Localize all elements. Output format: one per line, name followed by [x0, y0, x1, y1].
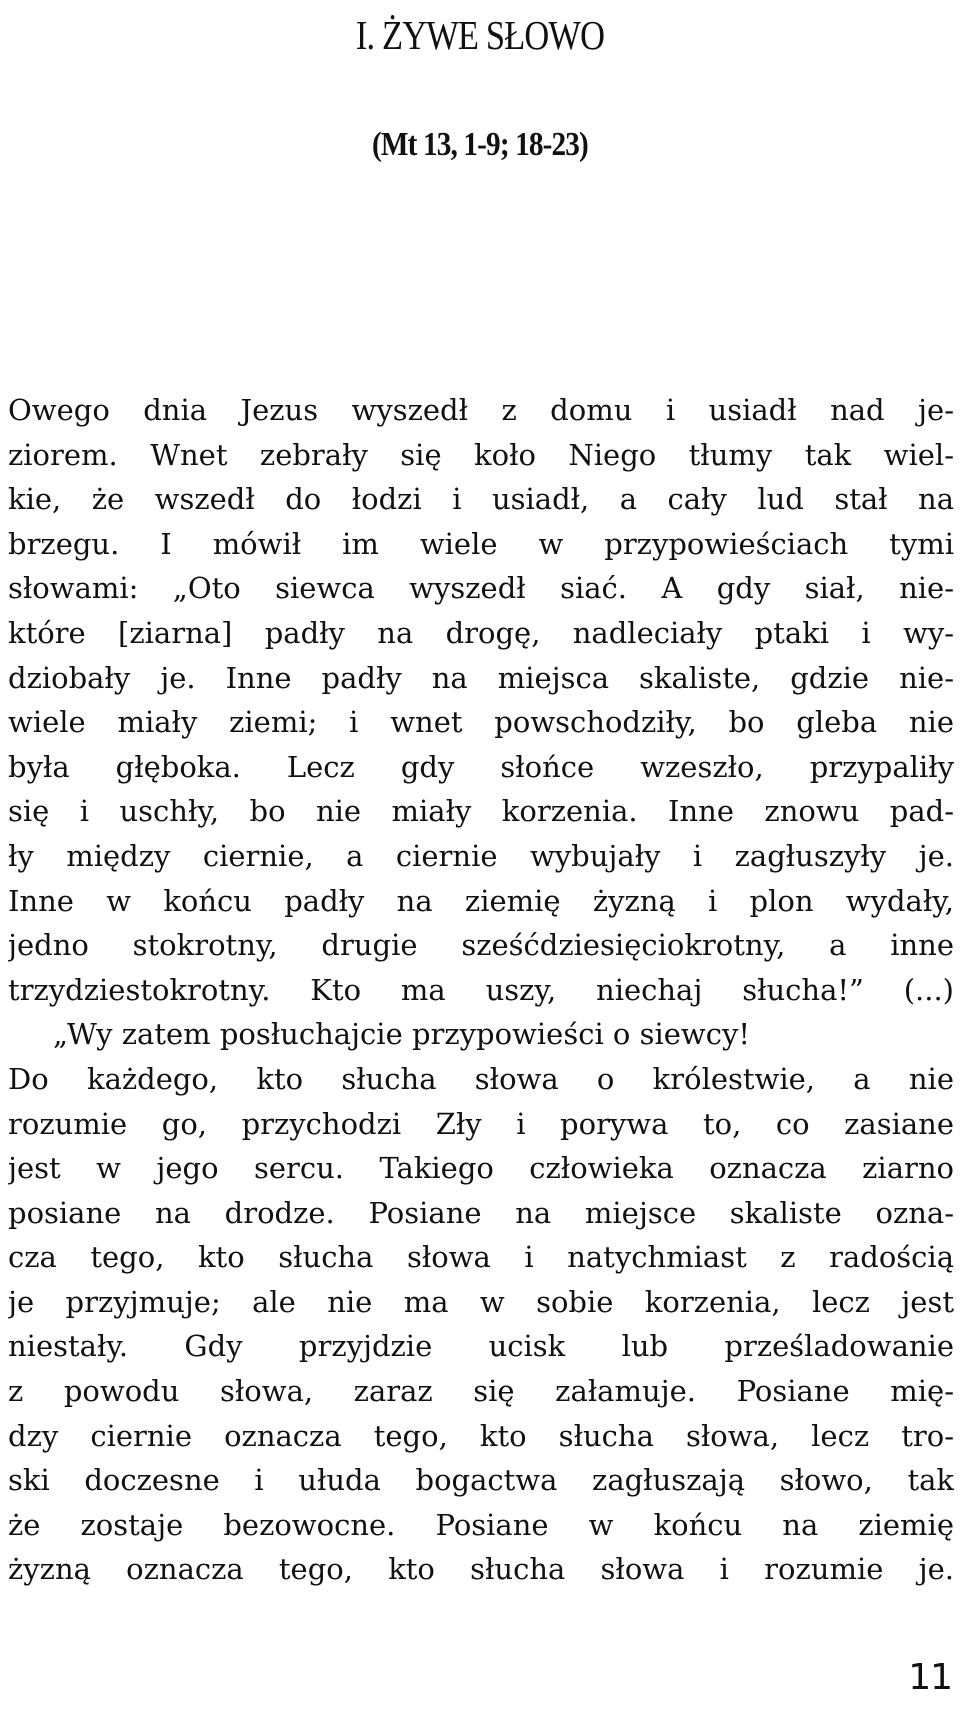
text-line: była głęboka. Lecz gdy słońce wzeszło, przypaliły	[8, 749, 954, 784]
text-line: ły między ciernie, a ciernie wybujały i zagłuszyły je.	[8, 838, 954, 873]
text-line: wiele miały ziemi; i wnet powschodziły, bo gleba nie	[8, 705, 954, 740]
text-line: które [ziarna] padły na drogę, nadleciały ptaki i wy-	[8, 615, 954, 650]
body-text	[8, 388, 954, 1592]
text-line: ziorem. Wnet zebrały się koło Niego tłumy tak wiel-	[8, 437, 954, 472]
text-line: żyzną oznacza tego, kto słucha słowa i rozumie je.	[8, 1552, 954, 1587]
text-line: jest w jego sercu. Takiego człowieka oznacza ziarno	[8, 1151, 954, 1186]
text-line: Inne w końcu padły na ziemię żyzną i plon wydały,	[8, 883, 954, 918]
text-line: posiane na drodze. Posiane na miejsce skaliste ozna-	[8, 1195, 954, 1230]
scripture-reference: (Mt 13, 1-9; 18-23)	[372, 126, 588, 163]
text-line: słowami: „Oto siewca wyszedł siać. A gdy siał, nie-	[8, 571, 954, 606]
text-line: dziobały je. Inne padły na miejsca skaliste, gdzie nie-	[8, 660, 954, 695]
text-line: rozumie go, przychodzi Zły i porywa to, co zasiane	[8, 1106, 954, 1141]
text-line: cza tego, kto słucha słowa i natychmiast z radością	[8, 1240, 954, 1275]
text-line: Owego dnia Jezus wyszedł z domu i usiadł nad je-	[8, 393, 954, 427]
text-line: Do każdego, kto słucha słowa o królestwie, a nie	[8, 1061, 954, 1096]
text-line-indented: „Wy zatem posłuchajcie przypowieści o siewcy!	[53, 1017, 751, 1052]
text-line: niestały. Gdy przyjdzie ucisk lub prześladowanie	[8, 1329, 954, 1364]
text-line: z powodu słowa, zaraz się załamuje. Posiane mię-	[8, 1374, 954, 1409]
text-line: dzy ciernie oznacza tego, kto słucha słowa, lecz tro-	[8, 1418, 954, 1453]
text-line: kie, że wszedł do łodzi i usiadł, a cały lud stał na	[8, 482, 954, 517]
text-line: że zostaje bezowocne. Posiane w końcu na ziemię	[8, 1507, 954, 1542]
text-line: jedno stokrotny, drugie sześćdziesięciokrotny, a inne	[8, 928, 954, 963]
page-number: 11	[908, 1657, 952, 1698]
text-line: się i uschły, bo nie miały korzenia. Inne znowu pad-	[8, 794, 954, 829]
text-line: trzydziestokrotny. Kto ma uszy, niechaj słucha!” (...)	[8, 972, 954, 1007]
text-line: je przyjmuje; ale nie ma w sobie korzenia, lecz jest	[8, 1284, 954, 1319]
chapter-title: I. ŻYWE SŁOWO	[355, 12, 605, 58]
text-line: ski doczesne i ułuda bogactwa zagłuszają słowo, tak	[8, 1463, 954, 1498]
text-line: brzegu. I mówił im wiele w przypowieściach tymi	[8, 526, 954, 561]
